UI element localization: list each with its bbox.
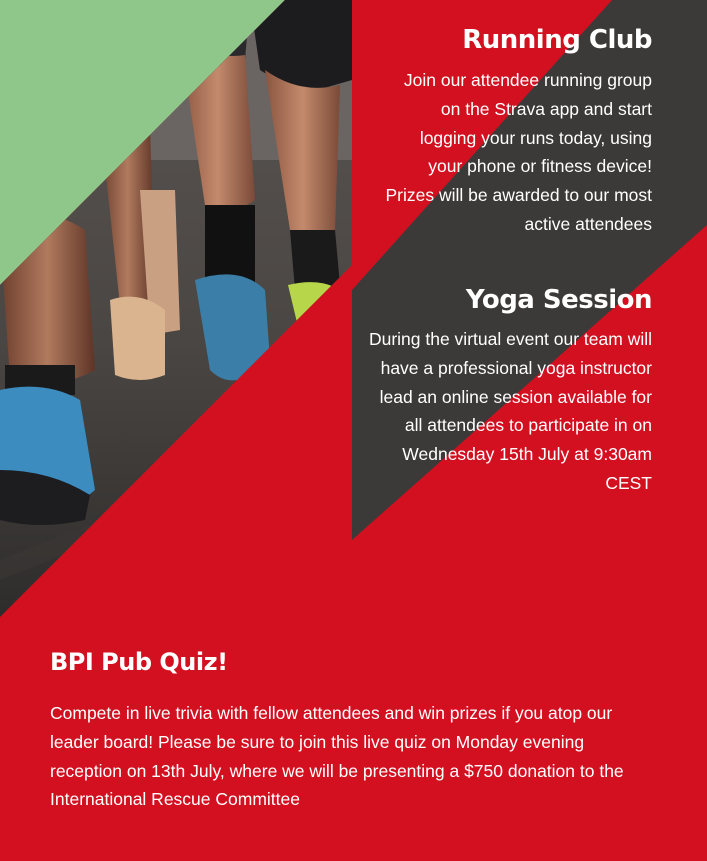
pub-quiz-description: Compete in live trivia with fellow attendees and win prizes if you atop our leader board! Please be sure to join this live quiz on Monday evening reception on 13th July, where we will be presenting a $750 donation to the International Rescue Committee xyxy=(50,703,624,810)
pub-quiz-title: BPI Pub Quiz! xyxy=(50,648,228,676)
running-club-description: Join our attendee running group on the Strava app and start logging your runs today, using your phone or fitness device! Prizes will be awarded to our most active attendees xyxy=(385,70,652,234)
yoga-session-title: Yoga Session xyxy=(465,285,652,315)
running-club-title: Running Club xyxy=(462,25,652,55)
yoga-session-description: During the virtual event our team will have a professional yoga instructor lead an online session available for all attendees to participate in on Wednesday 15th July at 9:30am CEST xyxy=(368,329,652,493)
